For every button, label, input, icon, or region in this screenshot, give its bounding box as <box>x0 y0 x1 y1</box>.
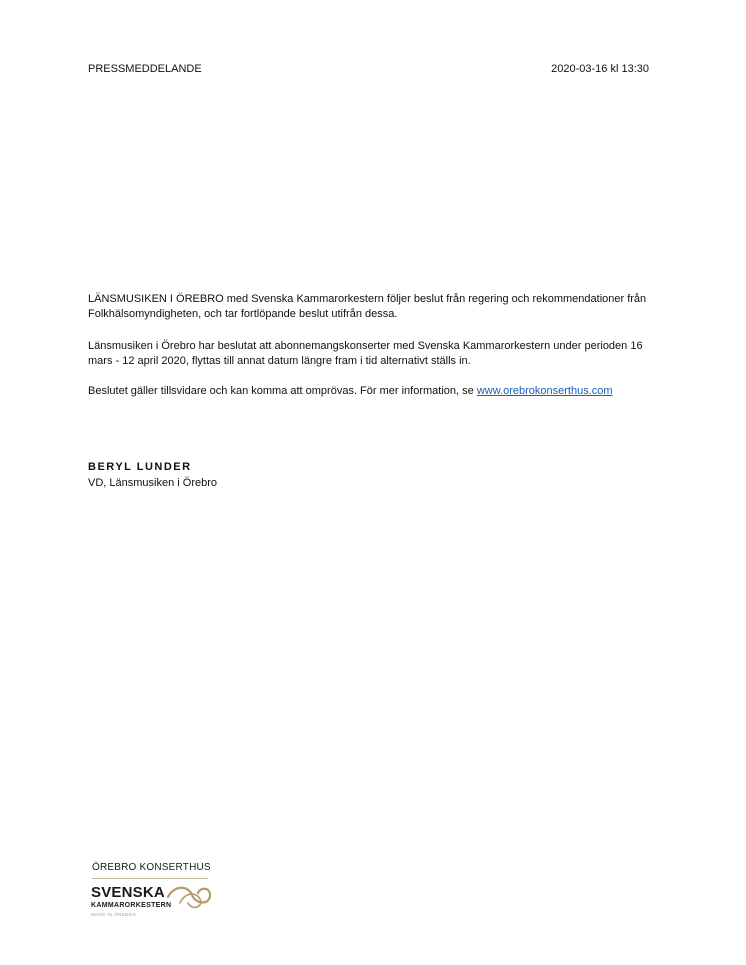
signature-name: BERYL LUNDER <box>88 461 192 473</box>
document-label: PRESSMEDDELANDE <box>88 63 202 75</box>
logo-main-text: SVENSKA <box>91 884 165 901</box>
signature-title: VD, Länsmusiken i Örebro <box>88 477 217 489</box>
paragraph-info <box>88 384 668 399</box>
paragraph-decision <box>88 339 668 369</box>
paragraph-info-text <box>88 384 668 399</box>
paragraph-intro-text: LÄNSMUSIKEN I ÖREBRO med Svenska Kammarorkestern följer beslut från regering och rekommendationer från Folkhälsomyndigheten, och tar fortlöpande beslut utifrån dessa. <box>88 293 647 320</box>
paragraph-decision-text: Länsmusiken i Örebro har beslutat att abonnemangskonserter med Svenska Kammarorkestern under perioden 16 mars - 12 april 2020, flyttas till annat datum längre fram i tid alternativt ställs in. <box>88 340 643 367</box>
orebro-konserthus-logo <box>90 862 230 922</box>
website-link[interactable]: www.orebrokonserthus.com <box>476 385 613 397</box>
logo-swirl-icon <box>166 883 214 911</box>
logo-divider <box>92 878 208 879</box>
logo-top-text: ÖREBRO KONSERTHUS <box>92 862 211 873</box>
paragraph-info-lead: Beslutet gäller tillsvidare och kan komma att omprövas. För mer information, se <box>88 385 477 397</box>
paragraph-intro <box>88 292 668 322</box>
logo-tagline: MADE IN ÖREBRO <box>91 912 137 917</box>
logo-sub-text: KAMMARORKESTERN <box>91 902 172 909</box>
document-datetime: 2020-03-16 kl 13:30 <box>551 63 649 75</box>
